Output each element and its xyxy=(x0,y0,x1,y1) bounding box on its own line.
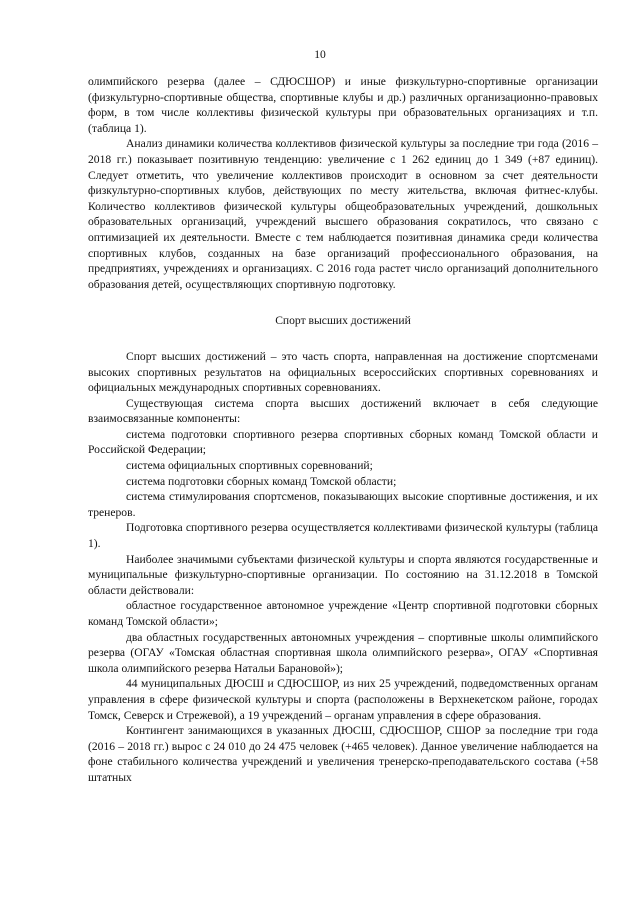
list-item: система официальных спортивных соревнований; xyxy=(126,459,373,473)
paragraph: Наиболее значимыми субъектами физической культуры и спорта являются государственные и муниципальные физкультурно-спортивные организации. По состоянию на 31.12.2018 в Томской области действовали: xyxy=(88,552,598,597)
page-number: 10 xyxy=(314,48,326,61)
paragraph: Подготовка спортивного резерва осуществляется коллективами физической культуры (таблица 1). xyxy=(88,521,598,551)
list-item: 44 муниципальных ДЮСШ и СДЮСШОР, из них 25 учреждений, подведомственных органам управления в сфере физической культуры и спорта (расположены в Верхнекетском районе, городах Томск, Северск и Стрежевой), а 19 учреждений – органам управления в сфере образования. xyxy=(88,677,598,722)
paragraph: Спорт высших достижений – это часть спорта, направленная на достижение спортсменами высоких спортивных результатов на официальных всероссийских спортивных соревнованиях и официальных международных спортивных соревнованиях. xyxy=(88,349,598,395)
list-item: система подготовки сборных команд Томской области; xyxy=(126,474,397,488)
list-item: два областных государственных автономных учреждения – спортивные школы олимпийского резерва (ОГАУ «Томская областная спортивная школа олимпийского резерва», ОГАУ «Спортивная школа олимпийского резерва Натальи Барановой»); xyxy=(88,630,598,675)
paragraph: Анализ динамики количества коллективов физической культуры за последние три года (2016 – 2018 гг.) показывает позитивную тенденцию: увеличение с 1 262 единиц до 1 349 (+87 единиц). Следует отметить, что увеличение коллективов происходит в основном за счет деятельности физкультурно-спортивных клубов, действующих по месту жительства, включая фитнес-клубы. Количество коллективов физической культуры общеобразовательных учреждений, дошкольных образовательных организаций, учреждений высшего образования сократилось, что связано с оптимизацией их деятельности. Вместе с тем наблюдается позитивная динамика среди количества спортивных клубов, созданных на базе организаций профессионального образования, на предприятиях, учреждениях и организациях. С 2016 года растет число организаций дополнительного образования детей, осуществляющих спортивную подготовку. xyxy=(88,137,598,291)
document-body xyxy=(88,74,598,786)
list-item: система подготовки спортивного резерва спортивных сборных команд Томской области и Российской Федерации; xyxy=(88,427,598,457)
paragraph: Контингент занимающихся в указанных ДЮСШ, СДЮСШОР, СШОР за последние три года (2016 – 2018 гг.) вырос с 24 010 до 24 475 человек (+465 человек). Данное увеличение наблюдается на фоне стабильного количества учреждений и увеличения тренерско-преподавательского состава (+58 штатных xyxy=(88,724,598,784)
list-item: областное государственное автономное учреждение «Центр спортивной подготовки сборных команд Томской области»; xyxy=(88,599,598,628)
section-heading: Спорт высших достижений xyxy=(275,314,411,328)
list-item: система стимулирования спортсменов, показывающих высокие спортивные достижения, и их тренеров. xyxy=(88,490,598,519)
paragraph: Существующая система спорта высших достижений включает в себя следующие взаимосвязанные компоненты: xyxy=(88,396,598,426)
paragraph: олимпийского резерва (далее – СДЮСШОР) и иные физкультурно-спортивные организации (физкультурно-спортивные общества, спортивные клубы и др.) различных организационно-правовых форм, в том числе коллективы физической культуры при образовательных организациях и т.п. (таблица 1). xyxy=(88,75,598,135)
